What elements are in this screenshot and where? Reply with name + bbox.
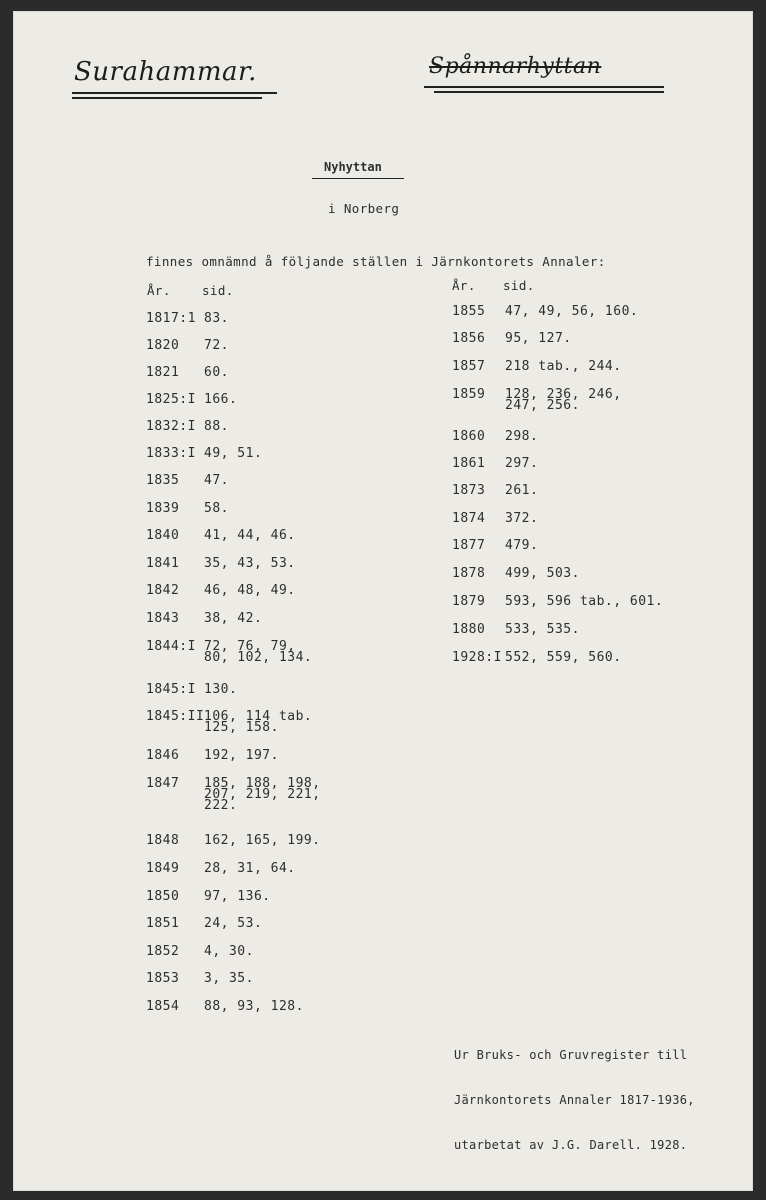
entry-year: 1845:I [146, 682, 196, 697]
entry-year: 1874 [452, 511, 486, 526]
entry-year: 1878 [452, 566, 486, 581]
entry-pages: 533, 535. [505, 622, 580, 637]
entry-year: 1839 [146, 501, 180, 516]
entry-year: 1821 [146, 365, 180, 380]
entry-pages: 72. [204, 338, 229, 353]
entry-pages: 97, 136. [204, 889, 271, 904]
entry-year: 1846 [146, 748, 180, 763]
entry-year: 1861 [452, 456, 486, 471]
entry-pages: 88, 93, 128. [204, 999, 304, 1014]
entry-year: 1879 [452, 594, 486, 609]
entry-pages: 261. [505, 483, 539, 498]
year-column-label-right: År. [452, 278, 476, 293]
document-page [14, 12, 752, 1190]
entry-year: 1877 [452, 538, 486, 553]
entry-year: 1849 [146, 861, 180, 876]
entry-pages: 106, 114 tab. [204, 709, 313, 724]
entry-year: 1841 [146, 556, 180, 571]
entry-year: 1852 [146, 944, 180, 959]
entry-pages: 128, 236, 246, [505, 387, 622, 402]
entry-pages: 192, 197. [204, 748, 279, 763]
entry-year: 1847 [146, 776, 180, 791]
underline-left [72, 92, 277, 94]
entry-pages: 166. [204, 392, 238, 407]
source-note [454, 1018, 695, 1183]
year-column-label: År. [147, 283, 171, 298]
entry-pages: 24, 53. [204, 916, 263, 931]
entry-year: 1820 [146, 338, 180, 353]
underline-right-2 [434, 91, 664, 93]
entry-year: 1857 [452, 359, 486, 374]
entry-pages: 218 tab., 244. [505, 359, 622, 374]
entry-year: 1850 [146, 889, 180, 904]
entry-pages: 35, 43, 53. [204, 556, 296, 571]
page-column-label-right: sid. [503, 278, 535, 293]
entry-pages: 47, 49, 56, 160. [505, 304, 639, 319]
entry-pages: 207, 219, 221, [204, 787, 321, 802]
entry-year: 1928:I [452, 650, 502, 665]
entry-year: 1851 [146, 916, 180, 931]
entry-pages: 297. [505, 456, 539, 471]
entry-year: 1880 [452, 622, 486, 637]
entry-year: 1817:1 [146, 311, 196, 326]
entry-pages: 58. [204, 501, 229, 516]
source-note-line: utarbetat av J.G. Darell. 1928. [454, 1138, 688, 1152]
entry-pages: 593, 596 tab., 601. [505, 594, 664, 609]
underline-left-2 [72, 97, 262, 99]
entry-pages: 80, 102, 134. [204, 650, 313, 665]
entry-pages: 38, 42. [204, 611, 263, 626]
entry-year: 1843 [146, 611, 180, 626]
entry-pages: 41, 44, 46. [204, 528, 296, 543]
entry-year: 1845:II [146, 709, 205, 724]
entry-year: 1825:I [146, 392, 196, 407]
page-column-label: sid. [202, 283, 234, 298]
entry-pages: 185, 188, 198, [204, 776, 321, 791]
entry-pages: 499, 503. [505, 566, 580, 581]
handwritten-place-right-struck: Spånnarhyttan [429, 54, 602, 79]
source-note-line: Järnkontorets Annaler 1817-1936, [454, 1093, 695, 1107]
entry-year: 1853 [146, 971, 180, 986]
entry-pages: 552, 559, 560. [505, 650, 622, 665]
entry-pages: 49, 51. [204, 446, 263, 461]
entry-year: 1844:I [146, 639, 196, 654]
entry-pages: 298. [505, 429, 539, 444]
entry-pages: 247, 256. [505, 398, 580, 413]
entry-year: 1856 [452, 331, 486, 346]
entry-pages: 3, 35. [204, 971, 254, 986]
entry-pages: 222. [204, 798, 238, 813]
entry-year: 1832:I [146, 419, 196, 434]
entry-pages: 4, 30. [204, 944, 254, 959]
entry-pages: 372. [505, 511, 539, 526]
entry-pages: 479. [505, 538, 539, 553]
entry-pages: 60. [204, 365, 229, 380]
entry-pages: 72, 76, 79, [204, 639, 296, 654]
entry-year: 1842 [146, 583, 180, 598]
underline-right [424, 86, 664, 88]
entry-pages: 125, 158. [204, 720, 279, 735]
entry-year: 1860 [452, 429, 486, 444]
entry-year: 1835 [146, 473, 180, 488]
entry-year: 1855 [452, 304, 486, 319]
entry-pages: 130. [204, 682, 238, 697]
handwritten-place-left: Surahammar. [74, 57, 257, 87]
intro-text: finnes omnämnd å följande ställen i Järnkontorets Annaler: [146, 254, 606, 269]
entry-pages: 46, 48, 49. [204, 583, 296, 598]
entry-pages: 28, 31, 64. [204, 861, 296, 876]
page-subtitle: i Norberg [328, 201, 400, 216]
entry-year: 1833:I [146, 446, 196, 461]
entry-pages: 88. [204, 419, 229, 434]
entry-year: 1840 [146, 528, 180, 543]
entry-year: 1854 [146, 999, 180, 1014]
title-underline [312, 178, 404, 179]
entry-pages: 95, 127. [505, 331, 572, 346]
page-title: Nyhyttan [324, 160, 382, 174]
entry-pages: 83. [204, 311, 229, 326]
entry-year: 1848 [146, 833, 180, 848]
entry-year: 1859 [452, 387, 486, 402]
entry-year: 1873 [452, 483, 486, 498]
entry-pages: 162, 165, 199. [204, 833, 321, 848]
source-note-line: Ur Bruks- och Gruvregister till [454, 1048, 688, 1062]
entry-pages: 47. [204, 473, 229, 488]
